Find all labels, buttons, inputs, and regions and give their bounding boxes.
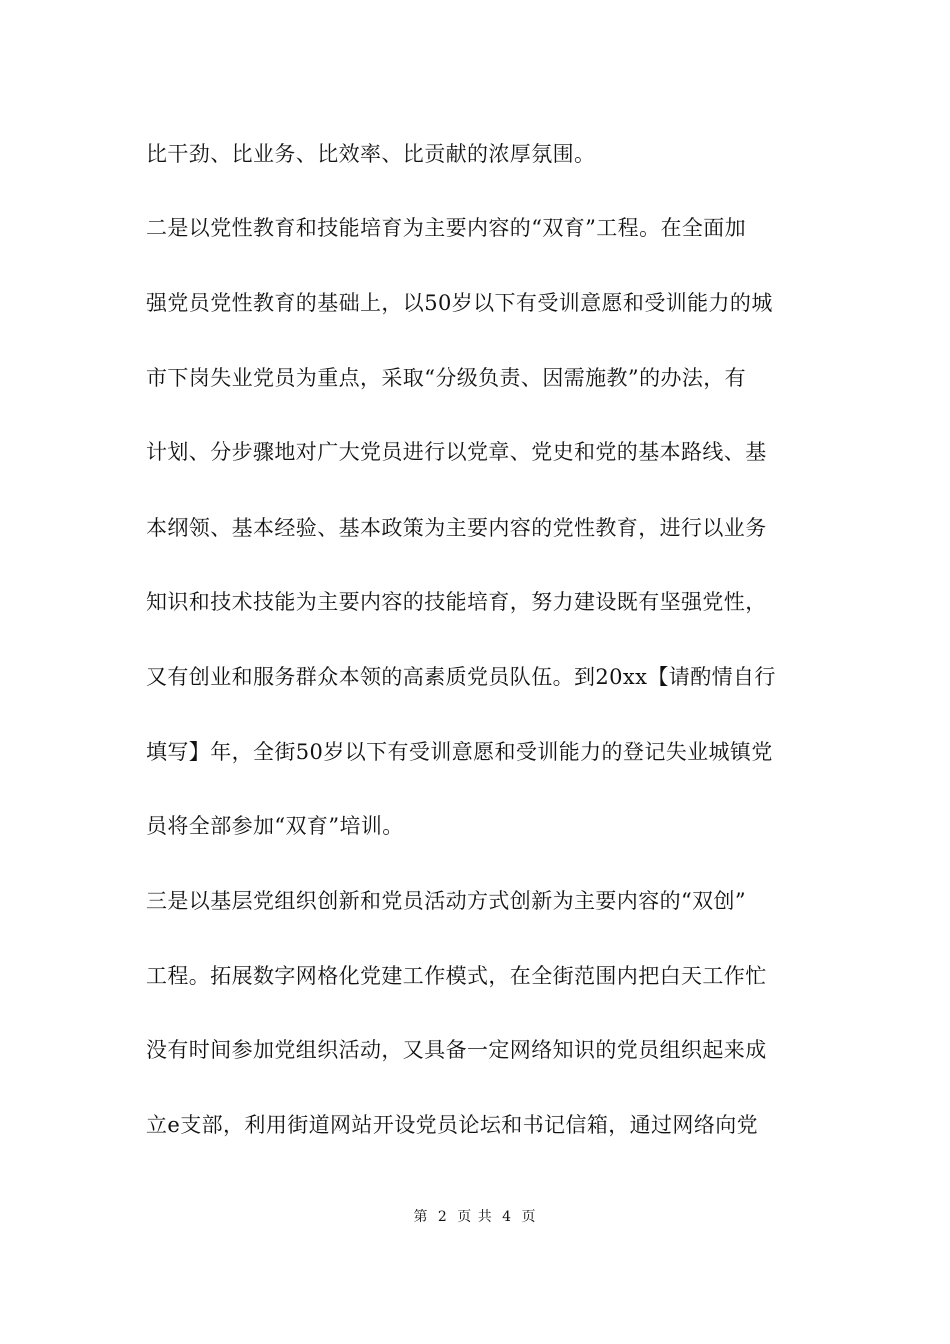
text-line: 立e支部，利用街道网站开设党员论坛和书记信箱，通过网络向党 — [146, 1113, 759, 1137]
footer-middle: 页 共 — [457, 1209, 493, 1225]
text-line: 市下岗失业党员为重点，采取“分级负责、因需施教”的办法，有 — [146, 366, 747, 390]
text-line: 比干劲、比业务、比效率、比贡献的浓厚氛围。 — [146, 142, 596, 166]
text-line: 知识和技术技能为主要内容的技能培育，努力建设既有坚强党性， — [146, 590, 767, 614]
footer-total-pages: 4 — [502, 1209, 513, 1225]
text-line: 三是以基层党组织创新和党员活动方式创新为主要内容的“双创” — [146, 889, 747, 913]
footer-suffix: 页 — [521, 1209, 537, 1225]
text-line: 本纲领、基本经验、基本政策为主要内容的党性教育，进行以业务 — [146, 516, 767, 540]
text-line: 计划、分步骤地对广大党员进行以党章、党史和党的基本路线、基 — [146, 440, 767, 464]
text-line: 填写】年，全街50岁以下有受训意愿和受训能力的登记失业城镇党 — [146, 740, 773, 764]
page-footer — [0, 1208, 950, 1226]
footer-current-page: 2 — [437, 1209, 448, 1225]
text-line: 没有时间参加党组织活动，又具备一定网络知识的党员组织起来成 — [146, 1038, 767, 1062]
footer-prefix: 第 — [413, 1209, 429, 1225]
text-line: 二是以党性教育和技能培育为主要内容的“双育”工程。在全面加 — [146, 216, 747, 240]
text-line: 又有创业和服务群众本领的高素质党员队伍。到20xx【请酌情自行 — [146, 665, 776, 689]
text-line: 员将全部参加“双育”培训。 — [146, 814, 404, 838]
text-line: 强党员党性教育的基础上，以50岁以下有受训意愿和受训能力的城 — [146, 291, 773, 315]
text-line: 工程。拓展数字网格化党建工作模式，在全街范围内把白天工作忙 — [146, 964, 767, 988]
